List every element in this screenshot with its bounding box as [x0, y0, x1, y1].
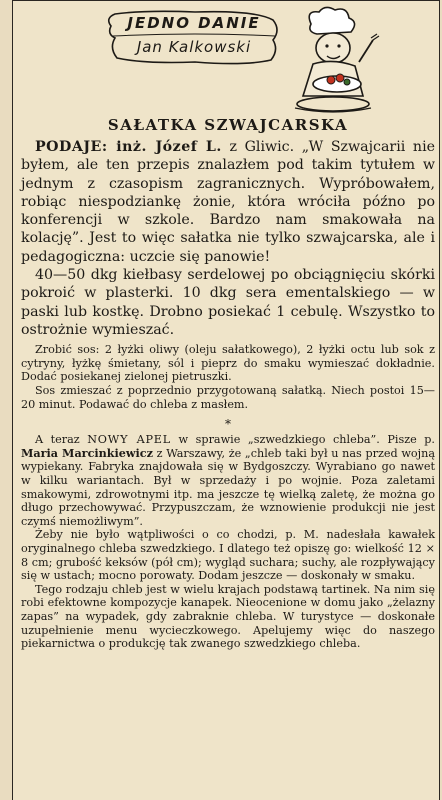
chef-eating-icon [273, 4, 393, 116]
paragraph-ingredients: 40—50 dkg kiełbasy serdelowej po obciągnięciu skórki pokroić w plasterki. 10 dkg sera ementalskiego — w paski lub kostkę. Drobno posiekać 1 cebulę. Wszystko to ostrożnie wymieszać. [21, 267, 435, 338]
paragraph-description: Żeby nie było wątpliwości o co chodzi, p. M. nadesłała kawałek oryginalnego chleba szwedzkiego. I dlatego też opiszę go: wielkość 12 × 8 cm; grubość keksów (pół cm); wygląd sucharа; suchy, ale rozpływający się w ustach; mocno porowaty. Dodam jeszcze — doskonały w smaku. [21, 528, 435, 583]
appeal-intro: A teraz [35, 433, 88, 447]
paragraph-intro [21, 138, 435, 266]
intro-text: z Gliwic. „W Szwajcarii nie byłem, ale ten przepis znalazłem pod takim tytułem w jednym z czasopism zagranicznych. Wypróbowałem, robiąc niespodziankę żonie, która wróciła późno po konferencji w szkole. Bardzo nam smakowała na kolację”. Jest to więc sałatka nie tylko szwajcarska, ale i pedagogiczna: uczcie się panowie! [21, 139, 435, 265]
intro-author: inż. Józef L. [116, 139, 222, 155]
paragraph-appeal [21, 433, 435, 528]
column-title: JEDNO DANIE [127, 14, 261, 32]
appeal-author: Maria Marcinkiewicz [21, 445, 153, 460]
appeal-text-a: w sprawie „szwedzkiego chleba”. Pisze p. [171, 433, 435, 447]
paragraph-closing: Tego rodzaju chleb jest w wielu krajach podstawą tartinek. Na nim się robi efektowne kompozycje kanapek. Nieocenione w domu jako „żelazny zapas” na wypadek, gdy zabraknie chleba. W turystyce — doskonałe uzupełnienie menu wycieczkowego. Apelujemy więc do naszego piekarnictwa o produkcję tak zwanego szwedzkiego chleba. [21, 582, 435, 651]
appeal-title: NOWY APEL [87, 433, 171, 447]
column-author: Jan Kalkowski [136, 38, 252, 56]
appeal-text-b: z Warszawy, że „chleb taki był u nas przed wojną wypiekany. Fabryka znajdowała się w Bydgoszczy. Wyrabiano go nawet w kilku wariantach. Był w sprzedaży i po wojnie. Poza zaletami smakowymi, zdrowotnymi itp. ma jeszcze tę wielką zaletę, że można go długo przechowywać. Przypuszczam, że wznowienie produkcji nie jest czymś niemożliwym”. [21, 446, 435, 528]
article-title: SAŁATKA SZWAJCARSKA [107, 116, 349, 134]
paragraph-sauce: Zrobić sos: 2 łyżki oliwy (oleju sałatkowego), 2 łyżki octu lub sok z cytryny, łyżkę śmietany, sól i pieprz do smaku wymieszać dokładnie. Dodać posiekanej zielonej pietruszki. [21, 343, 435, 384]
intro-prefix: PODAJE: [35, 139, 117, 155]
paragraph-serving: Sos zmieszać z poprzednio przygotowaną sałatką. Niech postoi 15—20 minut. Podawać do chleba z masłem. [21, 384, 435, 411]
article [21, 116, 435, 651]
column-header [13, 0, 439, 122]
section-separator: * [225, 417, 231, 432]
newspaper-column [12, 0, 440, 800]
top-rule [13, 0, 439, 1]
